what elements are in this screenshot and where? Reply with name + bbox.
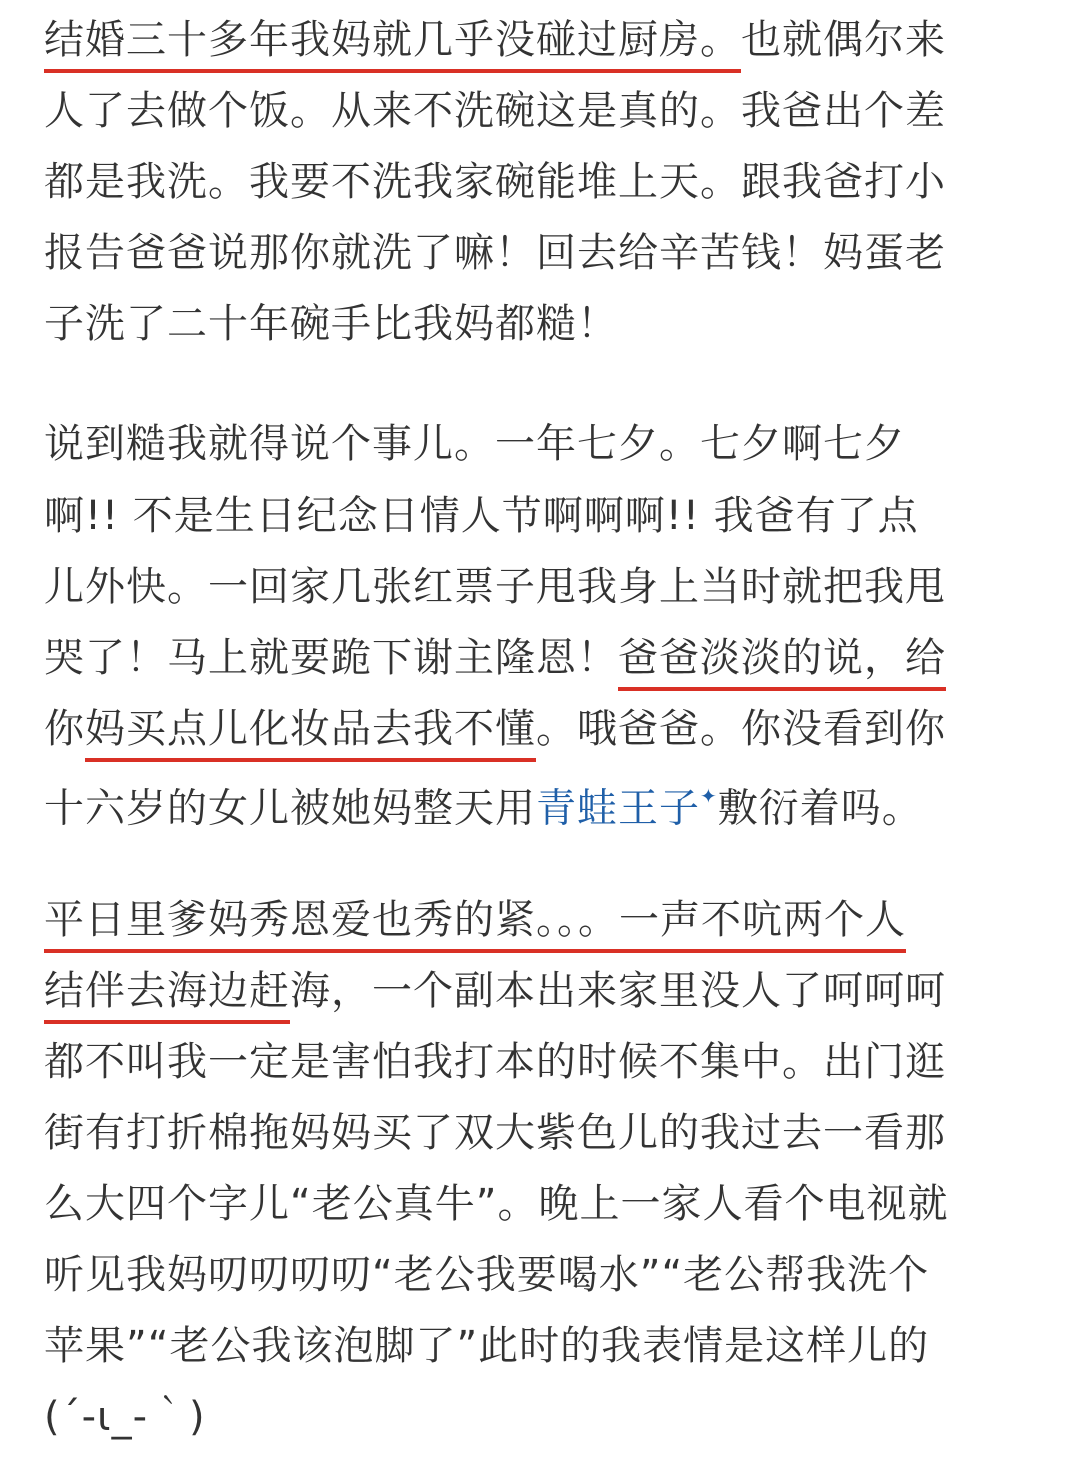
p3-line-8-emoticon: (´-ι_-｀)	[44, 1394, 206, 1440]
p3-line-2	[44, 961, 946, 1021]
red-underlined-text: 妈买点儿化妆品去我不懂	[85, 706, 536, 762]
text: 你	[44, 706, 85, 752]
p1-line-4: 报告爸爸说那你就洗了嘛！回去给辛苦钱！妈蛋老	[44, 230, 946, 276]
red-underlined-text: 平日里爹妈秀恩爱也秀的紧。。。一声不吭两个人	[44, 897, 906, 953]
red-underlined-text: 结婚三十多年我妈就几乎没碰过厨房。	[44, 17, 741, 73]
text: 十六岁的女儿被她妈整天用	[44, 785, 536, 832]
sparkle-icon: ✦	[700, 784, 718, 808]
p2-line-3: 儿外快。一回家几张红票子甩我身上当时就把我甩	[44, 564, 946, 610]
text: 敷衍着吗。	[717, 785, 923, 832]
p3-line-7: 苹果”“老公我该泡脚了”此时的我表情是这样儿的	[44, 1323, 930, 1369]
p2-line-1: 说到糙我就得说个事儿。一年七夕。七夕啊七夕	[44, 421, 905, 467]
text: 哭了！马上就要跪下谢主隆恩！	[44, 635, 618, 681]
red-underlined-text: 爸爸淡淡的说，给	[618, 635, 946, 691]
p2-line-5	[44, 699, 946, 759]
p1-line-2: 人了去做个饭。从来不洗碗这是真的。我爸出个差	[44, 88, 946, 134]
text: 也就偶尔来	[741, 17, 946, 63]
p3-line-5: 么大四个字儿“老公真牛”。晚上一家人看个电视就	[44, 1181, 949, 1227]
p3-line-4: 街有打折棉拖妈妈买了双大紫色儿的我过去一看那	[44, 1110, 946, 1156]
text: 。哦爸爸。你没看到你	[536, 706, 946, 752]
p1-line-1	[44, 10, 946, 70]
p1-line-5: 子洗了二十年碗手比我妈都糙！	[44, 301, 618, 347]
p3-line-6: 听见我妈叨叨叨叨“老公我要喝水”“老公帮我洗个	[44, 1252, 930, 1298]
p3-line-1	[44, 890, 906, 950]
red-underlined-text: 结伴去海边赶	[44, 968, 290, 1024]
p3-line-3: 都不叫我一定是害怕我打本的时候不集中。出门逛	[44, 1039, 946, 1085]
keyword-link[interactable]: 青蛙王子	[536, 785, 700, 832]
p1-line-3: 都是我洗。我要不洗我家碗能堆上天。跟我爸打小	[44, 159, 946, 205]
p2-line-4	[44, 628, 946, 688]
text: 海，一个副本出来家里没人了呵呵呵	[290, 968, 946, 1014]
p2-line-6	[44, 770, 923, 830]
p2-line-2: 啊!! 不是生日纪念日情人节啊啊啊!! 我爸有了点	[44, 493, 919, 539]
